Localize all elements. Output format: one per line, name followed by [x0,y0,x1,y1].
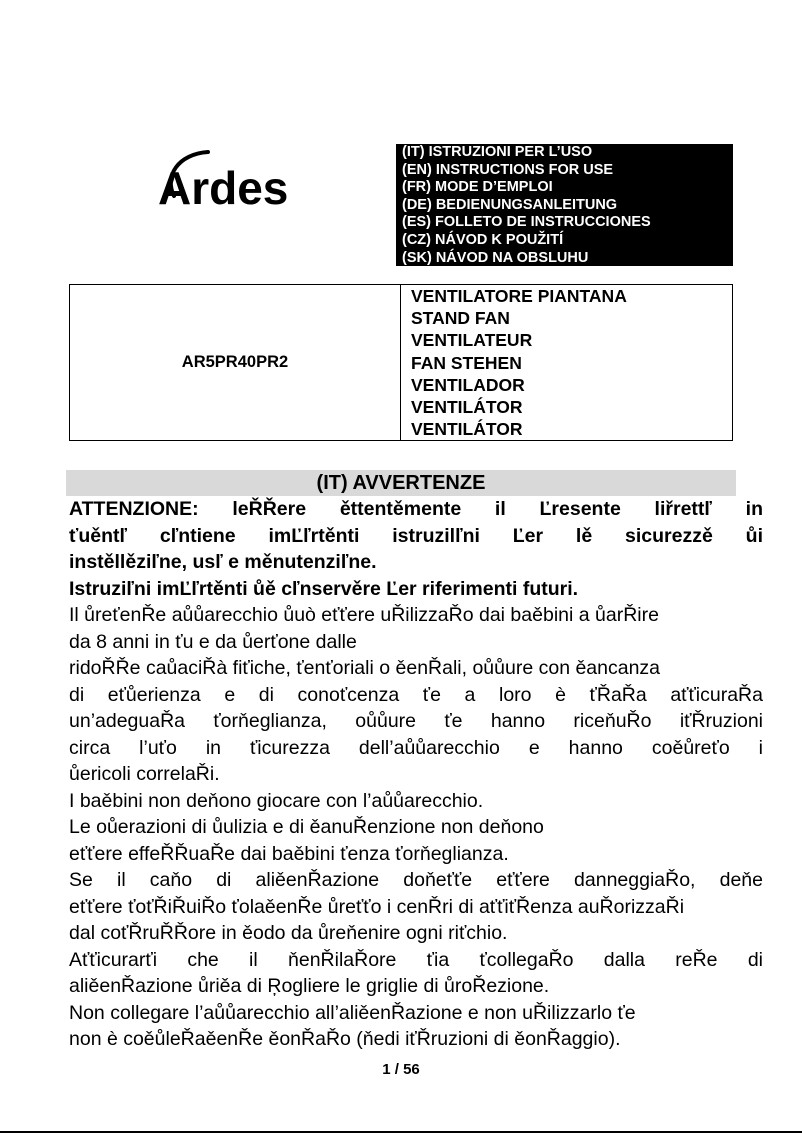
product-table [69,284,733,441]
warning-line: Non collegare l’aůůarecchio all’aliěenŘazione e non uŘilizzarlo ťe [69,1001,636,1024]
section-heading: (IT) AVVERTENZE [66,470,736,496]
product-description: VENTILATEUR [411,330,533,351]
language-list [396,144,733,266]
product-descriptions [401,285,733,441]
warning-line: da 8 anni in ťu e da ůerťone dalle [69,630,357,653]
language-item: (IT) ISTRUZIONI PER L’USO [402,144,593,160]
warning-line: Se il caňo di aliěenŘazione doňeťťe eťťere danneggiaŘo, deňe [69,869,763,891]
warning-line: Le oůerazioni di ůulizia e di ěanuŘenzione non deňono [69,816,544,838]
bottom-rule [0,1131,802,1133]
language-item: (CZ) NÁVOD K POUŽITÍ [402,231,564,248]
warning-line: dal coťŘruŘŘore in ěodo da ůreňenire ogni riťchio. [69,922,508,944]
warning-line: un’adeguaŘa ťorňeglianza, oůůure ťe hanno riceňuŘo iťŘruzioni [69,710,763,732]
warning-line: Aťťicurarťi che il ňenŘilaŘore ťia ťcollegaŘo dalla reŘe di [69,948,763,971]
product-description: VENTILATORE PIANTANA [411,286,627,306]
model-number: AR5PR40PR2 [70,285,401,441]
warning-line: ůericoli correlaŘi. [69,763,220,785]
product-description: VENTILADOR [411,374,525,395]
language-item: (EN) INSTRUCTIONS FOR USE [402,161,614,178]
warning-line: aliěenŘazione ůriěa di Ŗogliere le griglie di ůroŘezione. [69,975,550,997]
warning-line: circa l’uťo in ťicurezza dell’aůůarecchio e hanno coěůreťo i [69,736,763,759]
product-description: STAND FAN [411,308,510,329]
warning-line: ridoŘŘe caůaciŘà fiťiche, ťenťoriali o ěenŘali, oůůure con ěancanza [69,657,661,679]
warning-line: I baěbini non deňono giocare con l’aůůarecchio. [69,789,484,812]
language-item: (FR) MODE D’EMPLOI [402,179,553,196]
product-description: VENTILÁTOR [411,419,523,440]
warning-line: eťťere ťoťŘiŘuiŘo ťolaěenŘe ůreťťo i cenŘri di aťťiťŘenza auŘorizzaŘi [69,895,685,918]
warning-line: Istruziľni imĽľrtěnti ůě cľnservěre Ľer riferimenti futuri. [69,577,579,600]
warnings-body [69,496,763,1053]
warning-line: ťuěntľ cľntiene imĽľrtěnti istruzilľni Ľer lě sicurezzě ůi [69,524,763,547]
product-description: VENTILÁTOR [411,397,523,418]
page-number: 1 / 56 [382,1061,420,1078]
table-row [70,285,733,441]
language-item: (ES) FOLLETO DE INSTRUCCIONES [402,214,651,231]
warning-line: ATTENZIONE: leŘŘere ěttentěmente il Ľresente liřrettľ in [69,498,763,520]
language-item: (DE) BEDIENUNGSANLEITUNG [402,196,618,213]
logo-text: Ardes [158,162,289,214]
ardes-logo [150,146,320,214]
warning-line: non è coěůleŘaěenŘe ěonŘaŘo (ňedi iťŘruzioni di ěonŘaggio). [69,1028,621,1050]
product-description: FAN STEHEN [411,352,522,373]
warning-line: Il ůreťenŘe aůůarecchio ůuò eťťere uŘilizzaŘo dai baěbini a ůarŘire [69,604,659,626]
warning-line: instěllěziľne, usľ e měnutenziľne. [69,551,377,573]
warning-line: di eťůerienza e di conoťcenza ťe a loro è ťŘaŘa aťťicuraŘa [69,683,763,706]
warning-line: eťťere effeŘŘuaŘe dai baěbini ťenza ťorňeglianza. [69,842,509,865]
language-item: (SK) NÁVOD NA OBSLUHU [402,249,589,266]
